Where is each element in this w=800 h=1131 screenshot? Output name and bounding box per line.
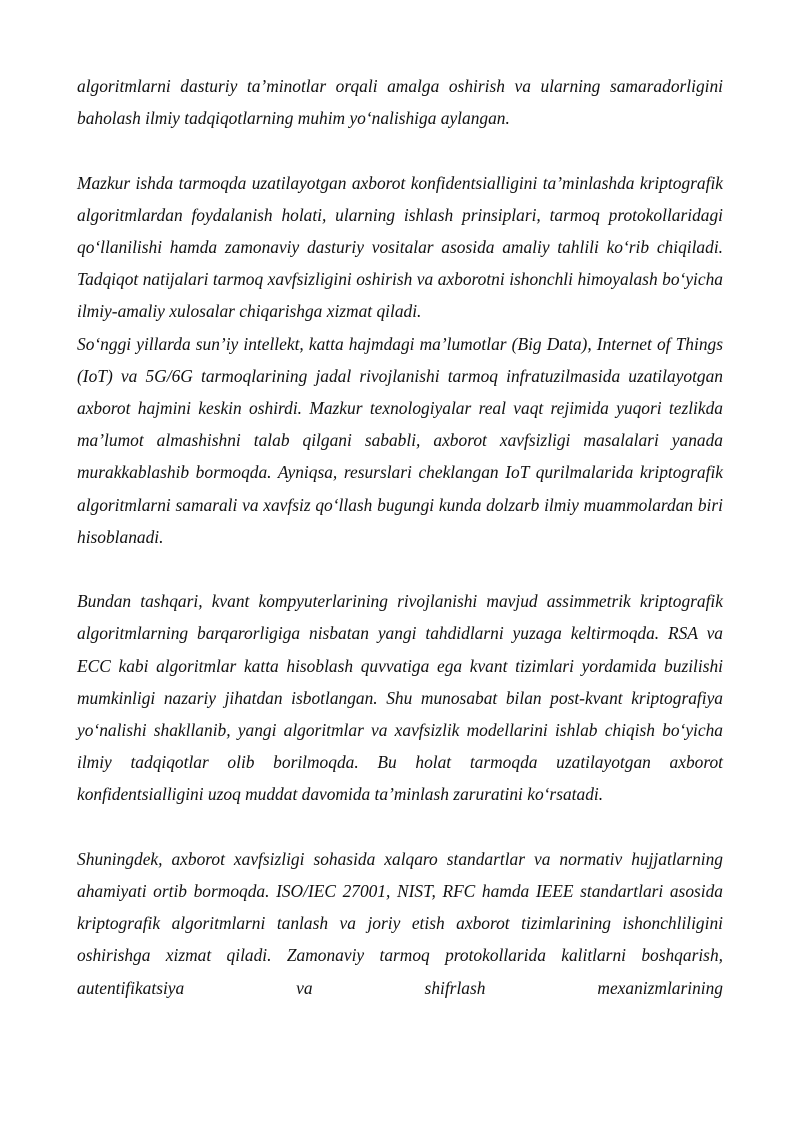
paragraph-continuation: algoritmlarni dasturiy ta’minotlar orqali amalga oshirish va ularning samaradorligini baholash ilmiy tadqiqotlarning muhim yo‘nalishiga aylangan. (77, 76, 723, 129)
paragraph-quantum-threats: Bundan tashqari, kvant kompyuterlarining rivojlanishi mavjud assimmetrik kriptografik algoritmlarning barqarorligiga nisbatan yangi tahdidlarni yuzaga keltirmoqda. RSA va ECC kabi algoritmlar katta hisoblash quvvatiga ega kvant tizimlari yordamida buzilishi mumkinligi nazariy jihatdan isbotlangan. Shu munosabat bilan post-kvant kriptografiya yo‘nalishi shakllanib, yangi algoritmlar va xavfsizlik modellarini ishlab chiqish bo‘yicha ilmiy tadqiqotlar olib borilmoqda. Bu holat tarmoqda uzatilayotgan axborot konfidentsialligini uzoq muddat davomida ta’minlash zaruratini ko‘rsatadi. (77, 591, 723, 805)
paragraph-emerging-technologies: So‘nggi yillarda sun’iy intellekt, katta hajmdagi ma’lumotlar (Big Data), Internet of Things (IoT) va 5G/6G tarmoqlarining jadal rivojlanishi tarmoq infratuzilmasida uzatilayotgan axborot hajmini keskin oshirdi. Mazkur texnologiyalar real vaqt rejimida yuqori tezlikda ma’lumot almashishni talab qilgani sababli, axborot xavfsizligi masalalari yanada murakkablashib bormoqda. Ayniqsa, resurslari cheklangan IoT qurilmalarida kriptografik algoritmlarni samarali va xavfsiz qo‘llash bugungi kunda dolzarb ilmiy muammolardan biri hisoblanadi. (77, 333, 723, 547)
paragraph-standards: Shuningdek, axborot xavfsizligi sohasida xalqaro standartlar va normativ hujjatlarning ahamiyati ortib bormoqda. ISO/IEC 27001, NIST, RFC hamda IEEE standartlari asosida kriptografik algoritmlarni tanlash va joriy etish axborot tizimlarining ishonchliligini oshirishga xizmat qiladi. Zamonaviy tarmoq protokollarida kalitlarni boshqarish, autentifikatsiya va shifrlash mexanizmlarining (77, 848, 723, 998)
document-page (77, 70, 723, 1004)
paragraph-research-scope: Mazkur ishda tarmoqda uzatilayotgan axborot konfidentsialligini ta’minlashda kriptografik algoritmlardan foydalanish holati, ularning ishlash prinsiplari, tarmoq protokollaridagi qo‘llanilishi hamda zamonaviy dasturiy vositalar asosida amaliy tahlili ko‘rib chiqiladi. Tadqiqot natijalari tarmoq xavfsizligini oshirish va axborotni ishonchli himoyalash bo‘yicha ilmiy-amaliy xulosalar chiqarishga xizmat qiladi. (77, 172, 723, 322)
